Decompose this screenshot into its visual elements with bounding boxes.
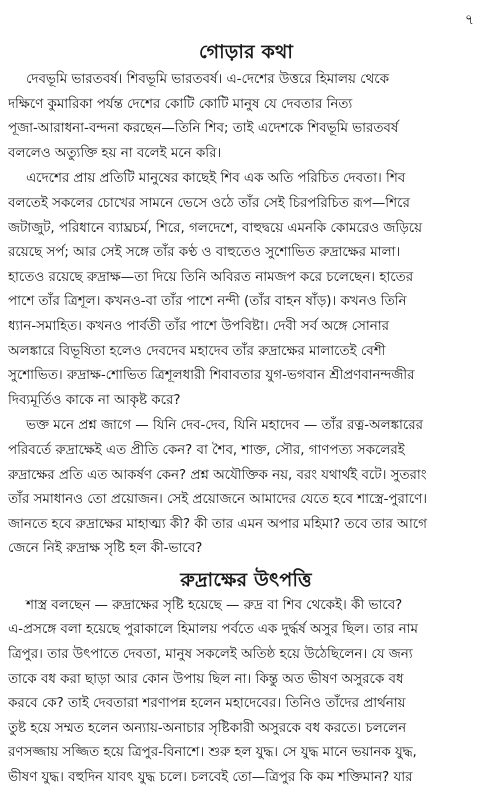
text-line: বলতেই সকলের চোখের সামনে ভেসে ওঠে তাঁর সেই চিরপরিচিত রূপ—শিরে	[8, 195, 410, 211]
text-line: ত্রিপুর। তার উৎপাতে দেবতা, মানুষ সকলেই অতিষ্ঠ হয়ে উঠেছিলেন। যে জন্য	[8, 647, 413, 663]
text-line: এ-প্রসঙ্গে বলা হয়েছে পুরাকালে হিমালয় পর্বতে এক দুর্দ্ধর্ষ অসুর ছিল। তার নাম	[8, 622, 418, 638]
text-line: দিব্যমূর্তিও কাকে না আকৃষ্ট করে?	[8, 392, 181, 408]
paragraph	[8, 414, 484, 562]
text-line: করবে কে? তাই দেবতারা শরণাপন্ন হলেন মহাদেবের। তিনিও তাঁদের প্রার্থনায়	[8, 696, 406, 712]
text-line: জটাজুট, পরিধানে ব্যাঘ্রচর্ম, শিরে, গলদেশে, বাহুদ্বয়ে এমনকি কোমরেও জড়িয়ে	[8, 220, 423, 236]
section-heading: রুদ্রাক্ষের উৎপত্তি	[180, 568, 312, 591]
text-line: জানতে হবে রুদ্রাক্ষের মাহাত্ম্য কী? কী তার এমন অপার মহিমা? তবে তার আগে	[8, 516, 427, 532]
text-line: রয়েছে সর্প; আর সেই সঙ্গে তাঁর কণ্ঠ ও বাহুতেও সুশোভিত রুদ্রাক্ষের মালা।	[8, 245, 401, 261]
page-number: ৭	[464, 12, 474, 28]
text-line: পূজা-আরাধনা-বন্দনা করছেন—তিনি শিব; তাই এদেশকে শিবভূমি ভারতবর্ষ	[8, 121, 399, 137]
text-line: ধ্যান-সমাহিত। কখনও পার্বতী তাঁর পাশে উপবিষ্টা। দেবী সর্ব অঙ্গে সোনার	[8, 318, 389, 334]
text-line: রুদ্রাক্ষের প্রতি এত আকর্ষণ কেন? প্রশ্ন অযৌক্তিক নয়, বরং যথার্থই বটে। সুতরাং	[8, 467, 427, 483]
text-line: রণসজ্জায় সজ্জিত হয়ে ত্রিপুর-বিনাশে। শুরু হল যুদ্ধ। সে যুদ্ধ মানে ভয়ানক যুদ্ধ,	[8, 745, 417, 761]
text-line: জেনে নিই রুদ্রাক্ষ সৃষ্টি হল কী-ভাবে?	[8, 541, 203, 557]
text-line: হাতেও রয়েছে রুদ্রাক্ষ—তা দিয়ে তিনি অবিরত নামজপ করে চলেছেন। হাতের	[8, 269, 414, 285]
paragraph	[8, 68, 484, 166]
text-line: পরিবর্তে রুদ্রাক্ষেই এত প্রীতি কেন? বা শৈব, শাক্ত, সৌর, গাণপত্য সকলেরই	[8, 442, 405, 458]
text-line: দক্ষিণে কুমারিকা পর্যন্ত দেশের কোটি কোটি মানুষ যে দেবতার নিত্য	[8, 96, 353, 112]
text-line: এদেশের প্রায় প্রতিটি মানুষের কাছেই শিব এক অতি পরিচিত দেবতা। শিব	[26, 171, 406, 187]
section-heading: গোড়ার কথা	[198, 41, 294, 63]
text-line: অলঙ্কারে বিভূষিতা হলেও দেবদেব মহাদেব তাঁর রুদ্রাক্ষের মালাতেই বেশী	[8, 343, 386, 359]
text-line: সুশোভিত। রুদ্রাক্ষ-শোভিত ত্রিশূলধারী শিবাবতার যুগ-ভগবান শ্রীপ্রণবানন্দজীর	[8, 368, 415, 384]
paragraph	[8, 167, 484, 413]
text-line: দেবভূমি ভারতবর্ষ। শিবভূমি ভারতবর্ষ। এ-দেশের উত্তরে হিমালয় থেকে	[26, 72, 390, 87]
text-line: তাকে বধ করা ছাড়া আর কোন উপায় ছিল না। কিন্তু অত ভীষণ অসুরকে বধ	[8, 671, 404, 687]
paragraph	[8, 594, 484, 791]
text-line: বললেও অত্যুক্তি হয় না বলেই মনে করি।	[8, 145, 222, 161]
text-line: পাশে তাঁর ত্রিশূল। কখনও-বা তাঁর পাশে নন্দী (তাঁর বাহন ষাঁড়)। কখনও তিনি	[8, 294, 407, 310]
text-line: তাঁর সমাধানও তো প্রয়োজন। সেই প্রয়োজনে আমাদের যেতে হবে শাস্ত্রে-পুরাণে।	[8, 492, 428, 508]
text-line: ভক্ত মনে প্রশ্ন জাগে — যিনি দেব-দেব, যিনি মহাদেব — তাঁর রত্ন-অলঙ্কারের	[26, 418, 423, 434]
text-line: তুষ্ট হয়ে সম্মত হলেন অন্যায়-অনাচার সৃষ্টিকারী অসুরকে বধ করতে। চললেন	[8, 720, 407, 736]
text-line: ভীষণ যুদ্ধ। বহুদিন যাবৎ যুদ্ধ চলে। চলবেই তো—ত্রিপুর কি কম শক্তিমান? যার	[8, 770, 413, 786]
text-line: শাস্ত্র বলছেন — রুদ্রাক্ষের সৃষ্টি হয়েছে — রুদ্র বা শিব থেকেই। কী ভাবে?	[26, 597, 403, 613]
